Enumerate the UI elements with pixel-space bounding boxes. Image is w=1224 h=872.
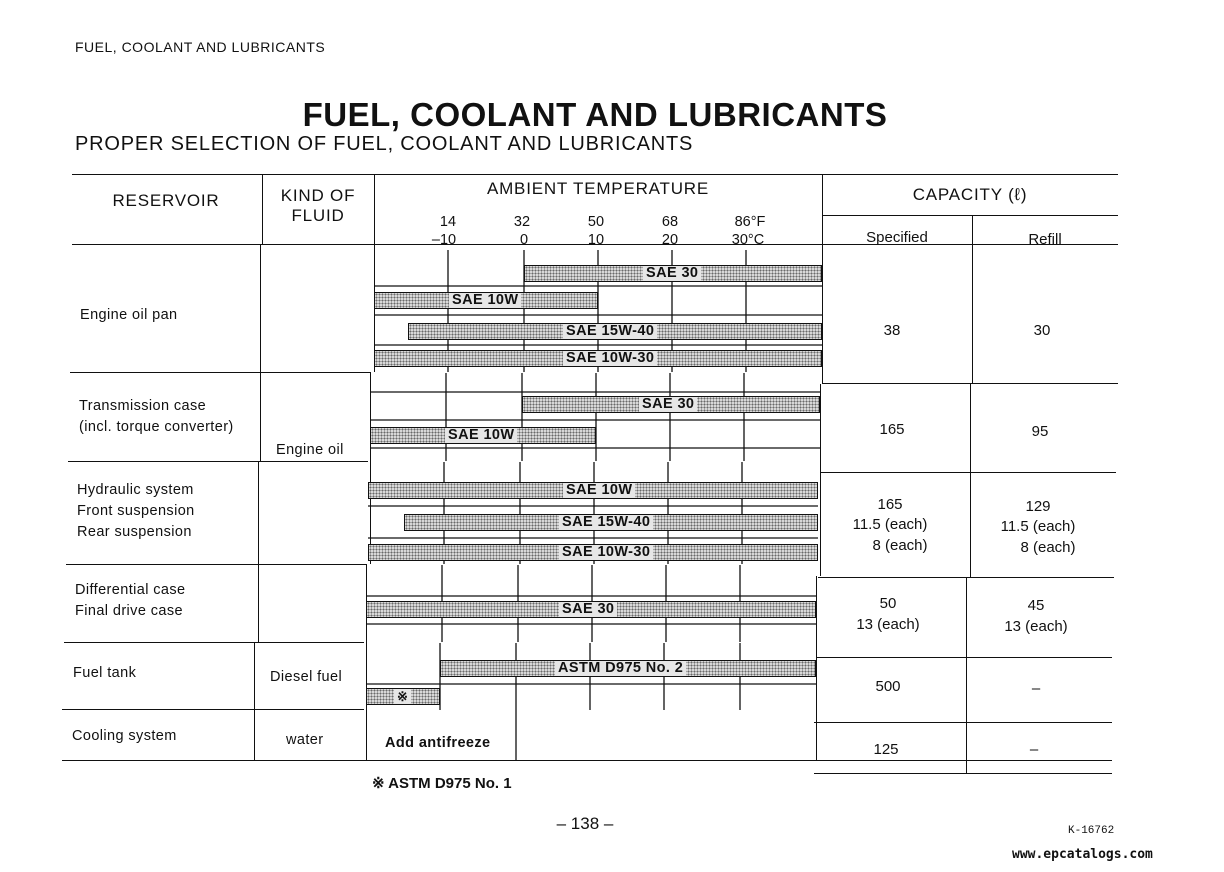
header-capacity: CAPACITY (ℓ) bbox=[912, 185, 1028, 204]
bar-transmission-sae-10w bbox=[370, 427, 596, 444]
bar-label: SAE 10W bbox=[445, 428, 517, 443]
bar-label: SAE 15W-40 bbox=[563, 324, 657, 339]
reservoir-cooling-system: Cooling system bbox=[72, 728, 177, 744]
reservoir-transmission-case: Transmission case bbox=[79, 398, 207, 414]
fluid-engine-oil: Engine oil bbox=[276, 442, 344, 458]
bar-hydraulic-sae-10w bbox=[368, 482, 818, 499]
specified-engine-oil-pan: 38 bbox=[883, 322, 901, 339]
header-kind-of-fluid-1: KIND OF bbox=[280, 186, 356, 205]
specified-hydraulic: 165 bbox=[877, 496, 903, 513]
specified-front-suspension: 11.5 (each) bbox=[852, 516, 928, 533]
refill-transmission: 95 bbox=[1031, 423, 1049, 440]
bar-label: ※ bbox=[394, 689, 411, 704]
bar-label: SAE 30 bbox=[643, 266, 701, 281]
bar-label: SAE 10W-30 bbox=[559, 545, 653, 560]
bar-differential-sae-30 bbox=[366, 601, 816, 618]
specified-rear-suspension: 8 (each) bbox=[872, 537, 928, 554]
bar-label: ASTM D975 No. 2 bbox=[555, 661, 686, 676]
reservoir-final-drive: Final drive case bbox=[75, 603, 183, 619]
header-specified: Specified bbox=[866, 229, 928, 246]
refill-hydraulic: 129 bbox=[1025, 498, 1051, 515]
fluid-water: water bbox=[286, 732, 324, 748]
tick-c-30: 30°C bbox=[731, 232, 765, 248]
refill-engine-oil-pan: 30 bbox=[1033, 322, 1051, 339]
bar-hydraulic-sae-10w-30 bbox=[368, 544, 818, 561]
bar-label: SAE 10W bbox=[563, 483, 635, 498]
reservoir-torque-converter: (incl. torque converter) bbox=[79, 419, 234, 435]
bar-hydraulic-sae-15w-40 bbox=[404, 514, 818, 531]
footnote: ※ ASTM D975 No. 1 bbox=[372, 775, 512, 792]
refill-front-suspension: 11.5 (each) bbox=[1000, 518, 1076, 535]
tick-f-50: 50 bbox=[587, 214, 605, 230]
website-watermark: www.epcatalogs.com bbox=[1012, 847, 1153, 862]
header-ambient-temperature: AMBIENT TEMPERATURE bbox=[486, 179, 710, 198]
tick-f-68: 68 bbox=[661, 214, 679, 230]
bar-fuel-astm-no1 bbox=[366, 688, 440, 705]
header-kind-of-fluid-2: FLUID bbox=[291, 206, 345, 225]
refill-rear-suspension: 8 (each) bbox=[1020, 539, 1076, 556]
note-add-antifreeze: Add antifreeze bbox=[385, 735, 491, 751]
refill-differential: 45 bbox=[1027, 597, 1045, 614]
specified-differential: 50 bbox=[879, 595, 897, 612]
bar-label: SAE 10W-30 bbox=[563, 351, 657, 366]
tick-f-14: 14 bbox=[439, 214, 457, 230]
bar-label: SAE 30 bbox=[559, 602, 617, 617]
reservoir-front-suspension: Front suspension bbox=[77, 503, 195, 519]
bar-transmission-sae-30 bbox=[522, 396, 820, 413]
fluid-diesel-fuel: Diesel fuel bbox=[270, 669, 343, 685]
reservoir-differential: Differential case bbox=[75, 582, 186, 598]
tick-c-10: 10 bbox=[587, 232, 605, 248]
specified-final-drive: 13 (each) bbox=[856, 616, 920, 633]
tick-c-0: 0 bbox=[519, 232, 529, 248]
refill-fuel-tank: – bbox=[1031, 680, 1041, 697]
doc-id: K-16762 bbox=[1068, 825, 1115, 837]
bar-engine-sae-15w-40 bbox=[408, 323, 822, 340]
specified-transmission: 165 bbox=[879, 421, 905, 438]
specified-cooling: 125 bbox=[873, 741, 899, 758]
reservoir-engine-oil-pan: Engine oil pan bbox=[80, 307, 178, 323]
header-refill: Refill bbox=[1028, 231, 1062, 248]
header-reservoir: RESERVOIR bbox=[112, 191, 220, 210]
refill-cooling: – bbox=[1029, 741, 1039, 758]
specified-fuel-tank: 500 bbox=[875, 678, 901, 695]
bar-fuel-astm-no2 bbox=[440, 660, 816, 677]
bar-label: SAE 15W-40 bbox=[559, 515, 653, 530]
tick-c-minus10: –10 bbox=[431, 232, 457, 248]
reservoir-fuel-tank: Fuel tank bbox=[73, 665, 137, 681]
bar-label: SAE 30 bbox=[639, 397, 697, 412]
running-head: FUEL, COOLANT AND LUBRICANTS bbox=[75, 39, 326, 55]
bar-engine-sae-10w bbox=[374, 292, 598, 309]
reservoir-rear-suspension: Rear suspension bbox=[77, 524, 192, 540]
bar-label: SAE 10W bbox=[449, 293, 521, 308]
refill-final-drive: 13 (each) bbox=[1004, 618, 1068, 635]
tick-f-86: 86°F bbox=[734, 214, 766, 230]
tick-f-32: 32 bbox=[513, 214, 531, 230]
page-number: – 138 – bbox=[556, 814, 614, 833]
tick-c-20: 20 bbox=[661, 232, 679, 248]
reservoir-hydraulic: Hydraulic system bbox=[77, 482, 194, 498]
page-title: FUEL, COOLANT AND LUBRICANTS bbox=[302, 96, 888, 133]
page-subtitle: PROPER SELECTION OF FUEL, COOLANT AND LUBRICANTS bbox=[75, 133, 694, 155]
bar-engine-sae-30 bbox=[524, 265, 822, 282]
bar-engine-sae-10w-30 bbox=[374, 350, 822, 367]
